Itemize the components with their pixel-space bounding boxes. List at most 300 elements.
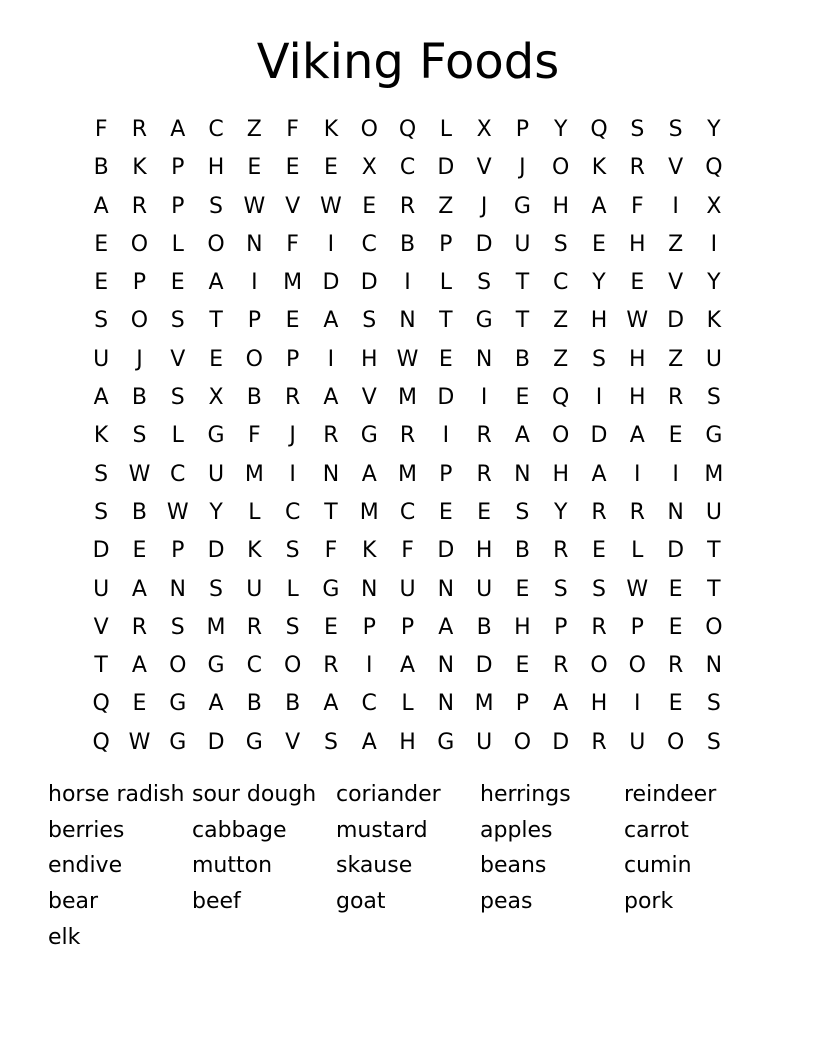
grid-letter: P	[439, 461, 453, 487]
grid-letter: G	[245, 729, 263, 755]
grid-letter: D	[360, 270, 378, 296]
word-bank-item: elk	[48, 924, 81, 950]
grid-letter: M	[474, 691, 494, 717]
grid-letter: N	[514, 461, 531, 487]
grid-letter: I	[634, 461, 641, 487]
word-bank-item: cabbage	[192, 817, 287, 843]
grid-letter: H	[552, 193, 569, 219]
grid-letter: H	[629, 346, 646, 372]
grid-letter: A	[323, 691, 339, 717]
grid-letter: M	[206, 614, 226, 640]
grid-letter: C	[361, 691, 377, 717]
grid-letter: D	[667, 308, 685, 334]
grid-letter: O	[130, 308, 149, 334]
grid-letter: P	[362, 614, 376, 640]
grid-letter: R	[629, 155, 645, 181]
grid-letter: M	[398, 385, 418, 411]
grid-letter: Z	[668, 346, 684, 372]
grid-letter: W	[626, 576, 649, 602]
grid-letter: P	[132, 270, 147, 296]
grid-letter: C	[553, 270, 569, 296]
grid-letter: E	[94, 231, 109, 257]
grid-letter: G	[207, 653, 225, 679]
grid-letter: R	[131, 614, 148, 640]
grid-letter: Q	[92, 729, 110, 755]
grid-letter: K	[132, 155, 147, 181]
word-bank-item: apples	[480, 817, 553, 843]
grid-letter: S	[630, 117, 645, 142]
grid-letter: O	[628, 653, 646, 679]
grid-letter: R	[323, 653, 339, 679]
grid-letter: P	[171, 538, 185, 564]
grid-letter: H	[629, 231, 646, 257]
grid-letter: P	[630, 614, 644, 640]
grid-letter: J	[519, 155, 526, 181]
grid-letter: P	[171, 193, 185, 219]
grid-letter: R	[476, 423, 492, 449]
grid-letter: I	[251, 270, 258, 296]
grid-letter: S	[94, 499, 109, 525]
grid-letter: M	[359, 499, 379, 525]
grid-letter: T	[324, 499, 338, 525]
grid-letter: B	[131, 385, 147, 411]
grid-letter: O	[552, 155, 570, 181]
grid-letter: Z	[668, 231, 684, 257]
word-bank-item: peas	[480, 889, 533, 915]
grid-letter: K	[323, 117, 339, 142]
grid-letter: E	[285, 155, 300, 181]
grid-letter: W	[128, 461, 151, 487]
grid-letter: A	[93, 385, 109, 411]
grid-letter: N	[475, 346, 493, 372]
grid-letter: S	[362, 308, 377, 334]
grid-letter: T	[94, 653, 108, 679]
grid-letter: I	[327, 231, 335, 257]
grid-letter: E	[668, 423, 683, 449]
grid-letter: A	[553, 691, 569, 717]
grid-letter: Z	[438, 193, 454, 219]
grid-letter: C	[170, 461, 186, 487]
grid-letter: F	[401, 538, 414, 564]
grid-letter: Y	[209, 499, 223, 525]
grid-letter: Q	[552, 385, 570, 411]
grid-letter: H	[590, 308, 608, 334]
grid-letter: A	[208, 691, 224, 717]
grid-letter: L	[631, 538, 644, 564]
grid-letter: K	[706, 308, 722, 334]
grid-letter: K	[247, 538, 262, 564]
grid-letter: T	[707, 576, 721, 602]
grid-letter: G	[360, 423, 378, 449]
grid-letter: E	[515, 653, 530, 679]
grid-letter: D	[437, 538, 455, 564]
grid-letter: T	[515, 270, 530, 296]
grid-letter: X	[706, 193, 722, 219]
grid-letter: S	[706, 691, 721, 717]
grid-letter: R	[591, 499, 607, 525]
grid-row	[82, 456, 733, 494]
word-bank-item: mustard	[336, 817, 428, 843]
grid-letter: E	[170, 270, 185, 296]
grid-letter: X	[208, 385, 224, 411]
grid-letter: F	[94, 117, 108, 142]
grid-letter: E	[438, 346, 453, 372]
grid-letter: N	[437, 576, 455, 602]
grid-row	[82, 532, 733, 570]
grid-letter: U	[705, 346, 722, 372]
grid-letter: S	[477, 270, 492, 296]
grid-letter: Q	[398, 117, 417, 142]
grid-letter: O	[552, 423, 570, 449]
grid-letter: G	[705, 423, 723, 449]
grid-letter: O	[705, 614, 723, 640]
word-bank-item: carrot	[624, 817, 689, 843]
grid-letter: E	[477, 499, 492, 525]
grid-letter: U	[476, 729, 493, 755]
grid-letter: H	[590, 691, 608, 717]
grid-letter: N	[437, 653, 455, 679]
grid-letter: E	[515, 576, 530, 602]
grid-letter: I	[327, 346, 335, 372]
grid-letter: A	[399, 653, 416, 679]
grid-letter: O	[590, 653, 608, 679]
grid-letter: N	[705, 653, 723, 679]
grid-letter: W	[626, 308, 649, 334]
grid-letter: P	[285, 346, 300, 372]
grid-letter: P	[515, 691, 530, 717]
grid-letter: Y	[553, 499, 568, 525]
grid-letter: J	[480, 193, 488, 219]
word-bank-item: pork	[624, 889, 674, 915]
grid-letter: B	[399, 231, 416, 257]
grid-letter: E	[132, 538, 147, 564]
grid-letter: Y	[553, 117, 568, 142]
grid-letter: E	[362, 193, 377, 219]
grid-letter: I	[289, 461, 296, 487]
grid-letter: C	[361, 231, 377, 257]
grid-letter: C	[284, 499, 301, 525]
word-bank-item: berries	[48, 817, 125, 843]
grid-letter: L	[439, 270, 452, 296]
grid-letter: F	[286, 117, 299, 142]
word-bank-item: reindeer	[624, 782, 717, 807]
word-bank-item: skause	[336, 853, 413, 879]
word-bank-item: horse radish	[48, 782, 185, 807]
grid-letter: D	[667, 538, 685, 564]
grid-letter: D	[475, 231, 493, 257]
grid-letter: B	[285, 691, 301, 717]
grid-letter: S	[170, 614, 185, 640]
grid-letter: J	[136, 346, 143, 372]
grid-letter: H	[629, 385, 646, 411]
grid-letter: A	[323, 385, 339, 411]
grid-letter: R	[131, 117, 148, 142]
grid-row	[82, 609, 733, 647]
grid-letter: S	[553, 576, 568, 602]
grid-letter: D	[437, 155, 455, 181]
grid-letter: S	[323, 729, 338, 755]
grid-letter: I	[672, 193, 679, 219]
grid-letter: R	[629, 499, 645, 525]
grid-letter: D	[475, 653, 493, 679]
grid-letter: I	[442, 423, 450, 449]
grid-letter: M	[398, 461, 418, 487]
grid-row	[82, 417, 733, 455]
grid-row	[82, 149, 733, 187]
grid-letter: G	[513, 193, 531, 219]
grid-letter: N	[667, 499, 684, 525]
grid-row	[82, 226, 733, 264]
grid-letter: T	[515, 308, 530, 334]
grid-letter: E	[515, 385, 530, 411]
grid-row	[82, 494, 733, 532]
grid-letter: E	[209, 346, 223, 372]
grid-letter: L	[248, 499, 261, 525]
grid-letter: S	[668, 117, 683, 142]
grid-letter: Y	[707, 117, 721, 142]
grid-letter: A	[438, 614, 454, 640]
grid-letter: U	[246, 576, 263, 602]
grid-letter: S	[592, 576, 606, 602]
grid-letter: T	[209, 308, 223, 334]
grid-letter: E	[668, 614, 683, 640]
grid-letter: V	[361, 385, 377, 411]
grid-letter: U	[93, 576, 110, 602]
grid-letter: Q	[590, 117, 608, 142]
grid-letter: M	[244, 461, 264, 487]
grid-letter: O	[360, 117, 378, 142]
grid-letter: E	[285, 308, 300, 334]
grid-letter: A	[591, 193, 607, 219]
grid-letter: Y	[707, 270, 721, 296]
grid-letter: U	[399, 576, 416, 602]
grid-letter: E	[630, 270, 645, 296]
word-bank-item: mutton	[192, 853, 273, 879]
grid-letter: W	[243, 193, 266, 219]
grid-letter: N	[437, 691, 455, 717]
grid-letter: R	[591, 729, 607, 755]
grid-letter: N	[322, 461, 340, 487]
grid-letter: S	[706, 385, 721, 411]
grid-letter: O	[169, 653, 187, 679]
grid-letter: K	[93, 423, 109, 449]
grid-letter: Y	[592, 270, 606, 296]
grid-letter: E	[668, 691, 683, 717]
grid-letter: S	[285, 614, 300, 640]
grid-letter: A	[93, 193, 109, 219]
grid-letter: X	[476, 117, 492, 142]
grid-letter: C	[208, 117, 224, 142]
grid-letter: E	[438, 499, 453, 525]
grid-letter: K	[591, 155, 607, 181]
grid-letter: H	[514, 614, 531, 640]
grid-letter: A	[208, 270, 224, 296]
grid-letter: O	[283, 653, 302, 679]
grid-letter: R	[131, 193, 148, 219]
grid-letter: O	[245, 346, 263, 372]
grid-row	[82, 379, 733, 417]
grid-letter: V	[285, 193, 301, 219]
grid-letter: R	[399, 193, 416, 219]
word-bank-item: goat	[336, 889, 386, 915]
grid-row	[82, 264, 733, 302]
grid-letter: M	[283, 270, 303, 296]
grid-letter: B	[246, 385, 262, 411]
word-bank-item: herrings	[480, 782, 571, 807]
grid-letter: S	[170, 385, 185, 411]
grid-letter: V	[476, 155, 492, 181]
grid-letter: D	[552, 729, 570, 755]
grid-letter: P	[439, 231, 453, 257]
grid-letter: D	[207, 538, 225, 564]
grid-letter: P	[554, 614, 568, 640]
grid-letter: U	[93, 346, 110, 372]
grid-letter: U	[705, 499, 722, 525]
grid-letter: R	[553, 653, 569, 679]
grid-letter: S	[515, 499, 530, 525]
grid-letter: U	[476, 576, 493, 602]
grid-letter: L	[401, 691, 414, 717]
grid-letter: W	[166, 499, 189, 525]
grid-letter: N	[246, 231, 263, 257]
grid-letter: D	[590, 423, 608, 449]
grid-row	[82, 685, 733, 723]
grid-letter: V	[668, 270, 684, 296]
grid-letter: V	[285, 729, 301, 755]
grid-letter: N	[360, 576, 378, 602]
grid-letter: A	[323, 308, 339, 334]
grid-letter: H	[552, 461, 569, 487]
grid-letter: R	[591, 614, 607, 640]
grid-letter: A	[361, 461, 377, 487]
grid-letter: A	[361, 729, 377, 755]
grid-letter: I	[480, 385, 488, 411]
grid-letter: F	[286, 231, 299, 257]
grid-letter: O	[666, 729, 685, 755]
grid-letter: I	[404, 270, 411, 296]
grid-letter: S	[209, 576, 224, 602]
grid-letter: S	[170, 308, 185, 334]
grid-letter: A	[591, 461, 607, 487]
grid-letter: F	[630, 193, 644, 219]
grid-letter: A	[629, 423, 645, 449]
letter-grid	[82, 111, 733, 762]
grid-letter: V	[170, 346, 186, 372]
grid-letter: H	[207, 155, 225, 181]
grid-letter: G	[169, 729, 187, 755]
grid-letter: M	[704, 461, 724, 487]
grid-row	[82, 111, 733, 149]
grid-letter: S	[285, 538, 300, 564]
grid-letter: B	[93, 155, 109, 181]
grid-letter: V	[668, 155, 684, 181]
grid-letter: P	[515, 117, 530, 142]
grid-letter: W	[396, 346, 419, 372]
grid-letter: R	[667, 385, 684, 411]
grid-letter: A	[131, 576, 147, 602]
grid-letter: S	[94, 461, 109, 487]
grid-letter: A	[170, 117, 186, 142]
grid-row	[82, 724, 733, 762]
grid-letter: A	[131, 653, 147, 679]
grid-letter: R	[399, 423, 416, 449]
grid-letter: S	[132, 423, 147, 449]
grid-letter: H	[475, 538, 493, 564]
word-bank-item: bear	[48, 889, 99, 915]
grid-letter: W	[128, 729, 151, 755]
grid-letter: S	[553, 231, 568, 257]
grid-letter: D	[92, 538, 110, 564]
grid-letter: B	[514, 538, 530, 564]
grid-letter: B	[476, 614, 492, 640]
grid-letter: G	[207, 423, 225, 449]
grid-letter: L	[286, 576, 299, 602]
word-bank	[48, 777, 788, 955]
grid-letter: C	[246, 653, 263, 679]
grid-letter: O	[130, 231, 149, 257]
grid-letter: R	[476, 461, 492, 487]
grid-letter: Z	[553, 346, 569, 372]
grid-letter: C	[399, 155, 416, 181]
grid-letter: C	[399, 499, 416, 525]
grid-letter: L	[171, 423, 184, 449]
grid-letter: U	[514, 231, 531, 257]
grid-letter: X	[361, 155, 377, 181]
grid-letter: E	[592, 538, 606, 564]
grid-letter: E	[323, 155, 338, 181]
grid-letter: P	[400, 614, 415, 640]
word-bank-item: cumin	[624, 853, 692, 879]
grid-letter: B	[514, 346, 530, 372]
grid-letter: S	[209, 193, 224, 219]
grid-letter: E	[247, 155, 262, 181]
word-bank-item: endive	[48, 853, 123, 879]
grid-letter: B	[246, 691, 262, 717]
grid-row	[82, 188, 733, 226]
grid-letter: S	[94, 308, 109, 334]
grid-letter: O	[207, 231, 225, 257]
page-title: Viking Foods	[256, 34, 560, 90]
grid-letter: B	[131, 499, 147, 525]
grid-letter: I	[710, 231, 718, 257]
grid-letter: L	[171, 231, 184, 257]
word-bank-item: beans	[480, 853, 547, 879]
grid-letter: I	[595, 385, 603, 411]
word-bank-item: beef	[192, 889, 241, 915]
grid-letter: I	[672, 461, 679, 487]
grid-letter: N	[169, 576, 186, 602]
grid-letter: U	[207, 461, 225, 487]
grid-row	[82, 647, 733, 685]
grid-letter: G	[475, 308, 493, 334]
grid-row	[82, 341, 733, 379]
grid-letter: I	[365, 653, 373, 679]
grid-letter: T	[707, 538, 721, 564]
grid-letter: R	[553, 538, 569, 564]
grid-letter: P	[171, 155, 185, 181]
grid-letter: D	[207, 729, 225, 755]
grid-letter: I	[634, 691, 641, 717]
grid-letter: F	[248, 423, 261, 449]
grid-letter: E	[668, 576, 683, 602]
grid-letter: P	[247, 308, 261, 334]
grid-letter: E	[592, 231, 606, 257]
grid-letter: D	[322, 270, 340, 296]
grid-letter: E	[323, 614, 338, 640]
grid-row	[82, 571, 733, 609]
grid-letter: Q	[705, 155, 723, 181]
word-bank-item: sour dough	[192, 782, 317, 807]
